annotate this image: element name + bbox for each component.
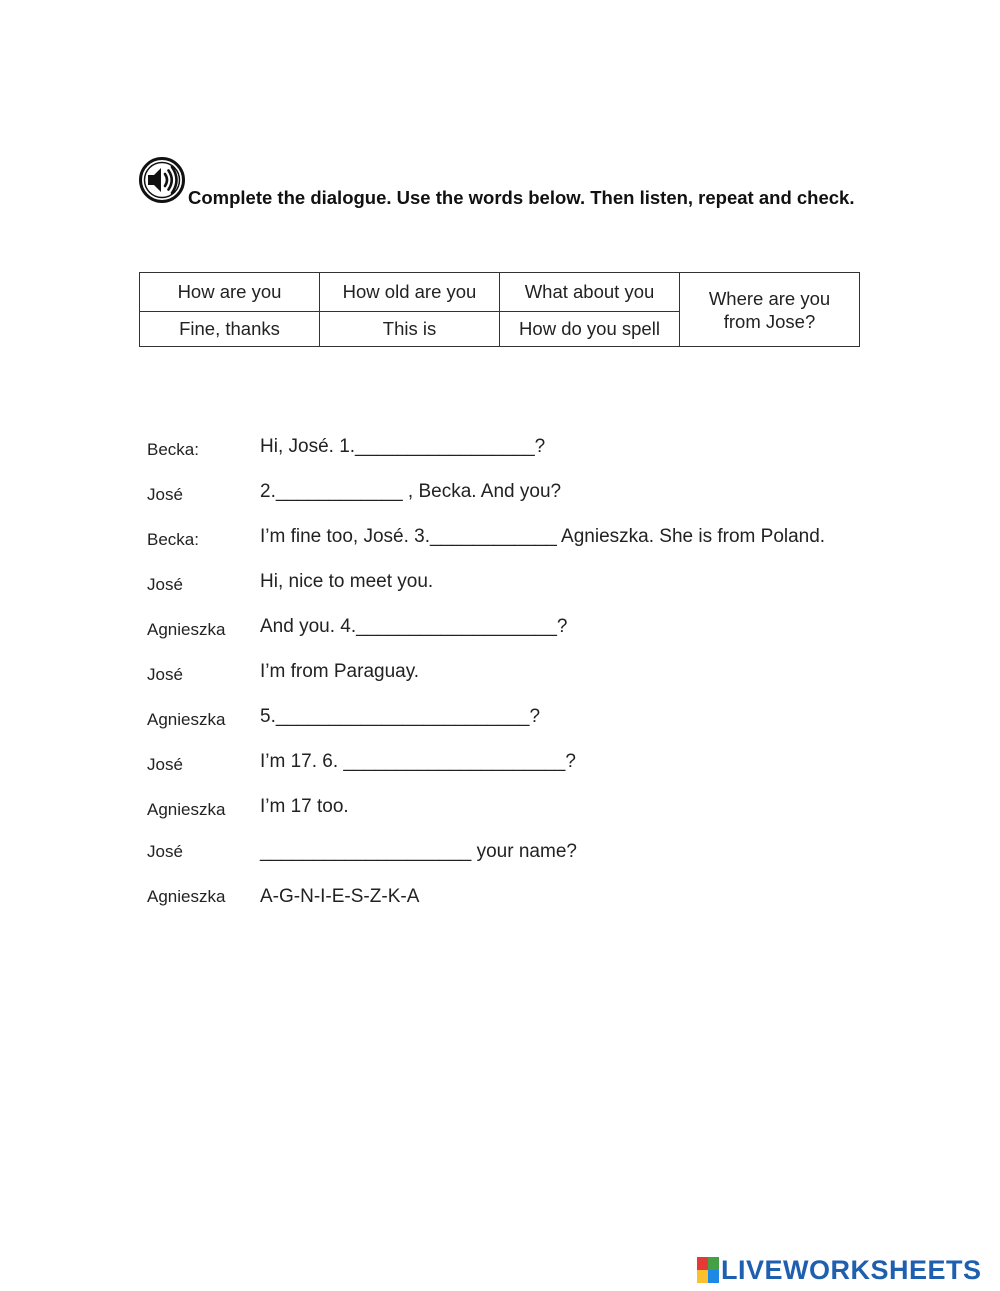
dialogue-text: A-G-N-I-E-S-Z-K-A <box>260 886 420 907</box>
dialogue-line <box>0 526 1000 556</box>
speaker-name: José <box>147 485 183 504</box>
speaker-name: José <box>147 842 183 861</box>
dialogue-line <box>0 481 1000 511</box>
liveworksheets-logo <box>697 1254 982 1286</box>
dialogue-line <box>0 706 1000 736</box>
speaker-name: Agnieszka <box>147 710 226 729</box>
word-box <box>139 272 860 347</box>
dialogue-line <box>0 886 1000 916</box>
dialogue-line <box>0 616 1000 646</box>
dialogue-text: I’m from Paraguay. <box>260 661 420 682</box>
speaker-name: Becka: <box>147 440 199 459</box>
logo-tile <box>708 1257 719 1270</box>
logo-tile <box>697 1270 708 1283</box>
dialogue-line <box>0 661 1000 691</box>
word-option: Fine, thanks <box>140 312 320 347</box>
speaker-name: Agnieszka <box>147 800 226 819</box>
word-option: How do you spell <box>500 312 680 347</box>
speaker-name: José <box>147 575 183 594</box>
dialogue-text[interactable]: I’m fine too, José. 3.____________ Agnieszka. She is from Poland. <box>260 526 826 547</box>
word-option: Where are you from Jose? <box>680 273 860 347</box>
logo-tile <box>697 1257 708 1270</box>
dialogue-text[interactable]: And you. 4.___________________? <box>260 616 568 637</box>
word-option: How are you <box>140 273 320 312</box>
instructions: Complete the dialogue. Use the words below. Then listen, repeat and check. <box>188 187 855 208</box>
dialogue-line <box>0 751 1000 781</box>
speaker-name: Agnieszka <box>147 887 226 906</box>
speaker-name: Becka: <box>147 530 199 549</box>
speaker-name: Agnieszka <box>147 620 226 639</box>
dialogue-line <box>0 571 1000 601</box>
dialogue-text[interactable]: Hi, José. 1._________________? <box>260 436 546 457</box>
dialogue-text[interactable]: 5.________________________? <box>260 706 541 727</box>
dialogue-text[interactable]: 2.____________ , Becka. And you? <box>260 481 562 502</box>
dialogue-line <box>0 796 1000 826</box>
dialogue-text[interactable]: ____________________ your name? <box>260 841 577 862</box>
logo-text: LIVEWORKSHEETS <box>721 1254 982 1285</box>
logo-tile <box>708 1270 719 1283</box>
word-option: This is <box>320 312 500 347</box>
word-option: How old are you <box>320 273 500 312</box>
dialogue-line <box>0 841 1000 871</box>
dialogue-line <box>0 436 1000 466</box>
dialogue-text: I’m 17 too. <box>260 796 349 817</box>
logo-icon <box>697 1257 719 1283</box>
speaker-name: José <box>147 755 183 774</box>
speaker-name: José <box>147 665 183 684</box>
word-option: What about you <box>500 273 680 312</box>
dialogue-text[interactable]: I’m 17. 6. _____________________? <box>260 751 576 772</box>
dialogue-text: Hi, nice to meet you. <box>260 571 434 592</box>
